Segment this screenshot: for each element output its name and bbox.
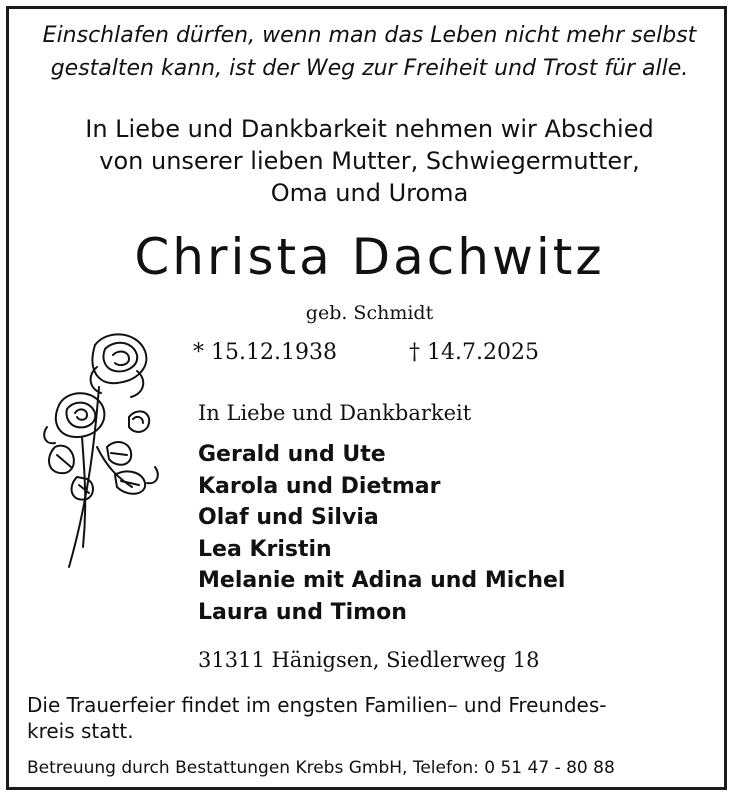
deceased-name: Christa Dachwitz	[134, 228, 605, 286]
funeral-home-footer: Betreuung durch Bestattungen Krebs GmbH, Telefon: 0 51 47 - 80 88	[27, 758, 615, 778]
mourners-list	[198, 439, 565, 628]
intro-line-1: In Liebe und Dankbarkeit nehmen wir Abschied	[85, 115, 654, 143]
motto-line-2: gestalten kann, ist der Weg zur Freiheit und Trost für alle.	[50, 56, 689, 81]
birth-date: * 15.12.1938	[193, 340, 337, 365]
service-notice	[27, 692, 717, 744]
list-item: Lea Kristin	[198, 536, 332, 562]
list-item: Karola und Dietmar	[198, 473, 441, 499]
death-date: † 14.7.2025	[409, 340, 539, 365]
motto-line-1: Einschlafen dürfen, wenn man das Leben nicht mehr selbst	[42, 23, 697, 48]
motto	[9, 19, 730, 85]
list-item: Melanie mit Adina und Michel	[198, 568, 566, 593]
service-line-1: Die Trauerfeier findet im engsten Familien– und Freundes-	[27, 693, 607, 717]
mourners-intro: In Liebe und Dankbarkeit	[198, 401, 472, 425]
maiden-name: geb. Schmidt	[305, 302, 434, 324]
list-item: Olaf und Silvia	[198, 505, 379, 530]
rose-illustration	[37, 327, 167, 577]
list-item: Laura und Timon	[198, 599, 407, 625]
intro-line-3: Oma und Uroma	[270, 179, 469, 207]
mourners-address: 31311 Hänigsen, Siedlerweg 18	[198, 648, 540, 672]
obituary-frame	[6, 6, 727, 790]
intro-line-2: von unserer lieben Mutter, Schwiegermutter,	[99, 147, 640, 175]
intro-text	[9, 113, 730, 209]
service-line-2: kreis statt.	[27, 719, 134, 743]
list-item: Gerald und Ute	[198, 442, 386, 467]
